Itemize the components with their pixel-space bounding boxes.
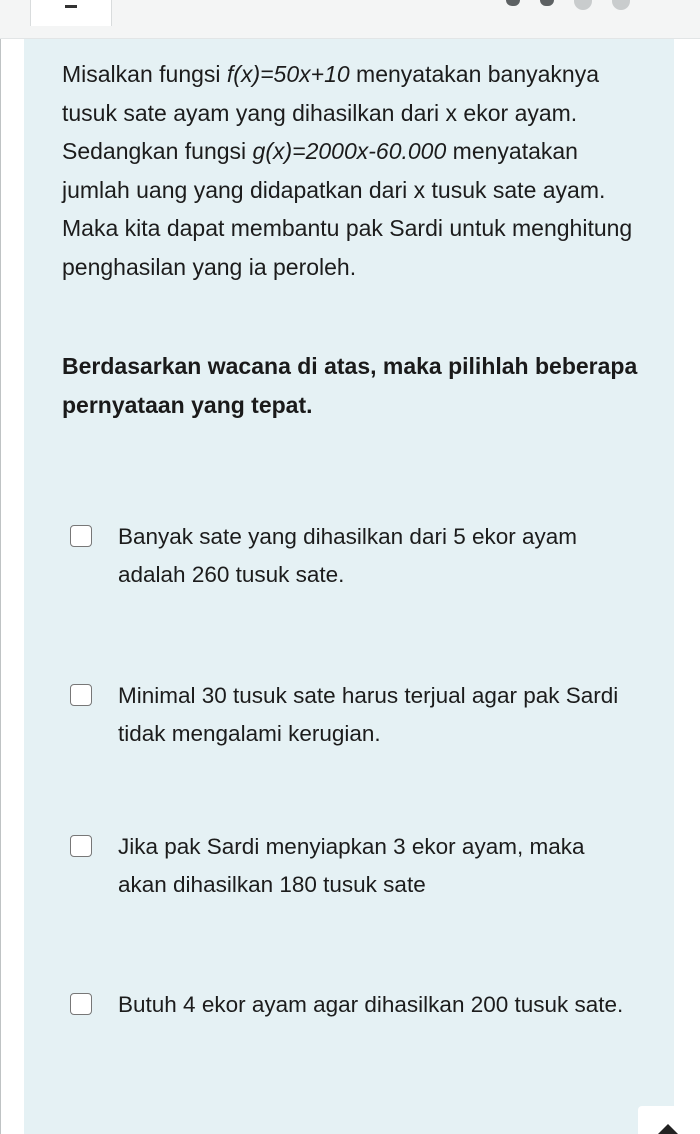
- toolbar-icon[interactable]: [574, 0, 592, 10]
- option-checkbox[interactable]: [70, 525, 92, 547]
- minimize-icon[interactable]: [65, 5, 77, 8]
- answer-option-1[interactable]: [70, 525, 660, 593]
- question-passage: [62, 55, 652, 286]
- option-checkbox[interactable]: [70, 835, 92, 857]
- option-label: Banyak sate yang dihasilkan dari 5 ekor ayam adalah 260 tusuk sate.: [118, 524, 578, 587]
- passage-text: menyatakan jumlah uang yang didapatkan dari x tusuk sate ayam. Maka kita dapat membantu pak Sardi untuk menghitung penghasilan yang ia peroleh.: [62, 138, 633, 280]
- question-instruction: Berdasarkan wacana di atas, maka pilihlah beberapa pernyataan yang tepat.: [62, 353, 638, 418]
- toolbar-icon[interactable]: [540, 0, 554, 6]
- toolbar-icon[interactable]: [506, 0, 520, 6]
- answer-option-2[interactable]: [70, 684, 660, 752]
- toolbar-icons: [506, 0, 630, 20]
- function-f-expression: f(x)=50x+10: [226, 61, 350, 87]
- function-g-expression: g(x)=2000x-60.000: [252, 138, 447, 164]
- answer-option-4[interactable]: [70, 993, 660, 1024]
- option-label: Minimal 30 tusuk sate harus terjual agar pak Sardi tidak mengalami kerugian.: [118, 683, 619, 746]
- option-label: Butuh 4 ekor ayam agar dihasilkan 200 tusuk sate.: [118, 992, 624, 1017]
- option-checkbox[interactable]: [70, 993, 92, 1015]
- page-left-border: [0, 39, 1, 1134]
- option-label: Jika pak Sardi menyiapkan 3 ekor ayam, maka akan dihasilkan 180 tusuk sate: [118, 834, 585, 897]
- option-checkbox[interactable]: [70, 684, 92, 706]
- passage-text: Misalkan fungsi: [62, 61, 227, 87]
- scroll-up-icon[interactable]: [658, 1124, 678, 1134]
- answer-option-3[interactable]: [70, 835, 660, 903]
- passage-text: menyatakan banyaknya tusuk sate ayam yang dihasilkan dari x ekor ayam. Sedangkan fungsi: [62, 61, 599, 164]
- question-card: [24, 39, 674, 1134]
- top-toolbar: [0, 0, 700, 39]
- toolbar-icon[interactable]: [612, 0, 630, 10]
- tab-handle[interactable]: [30, 0, 112, 26]
- scroll-up-button[interactable]: [638, 1106, 700, 1134]
